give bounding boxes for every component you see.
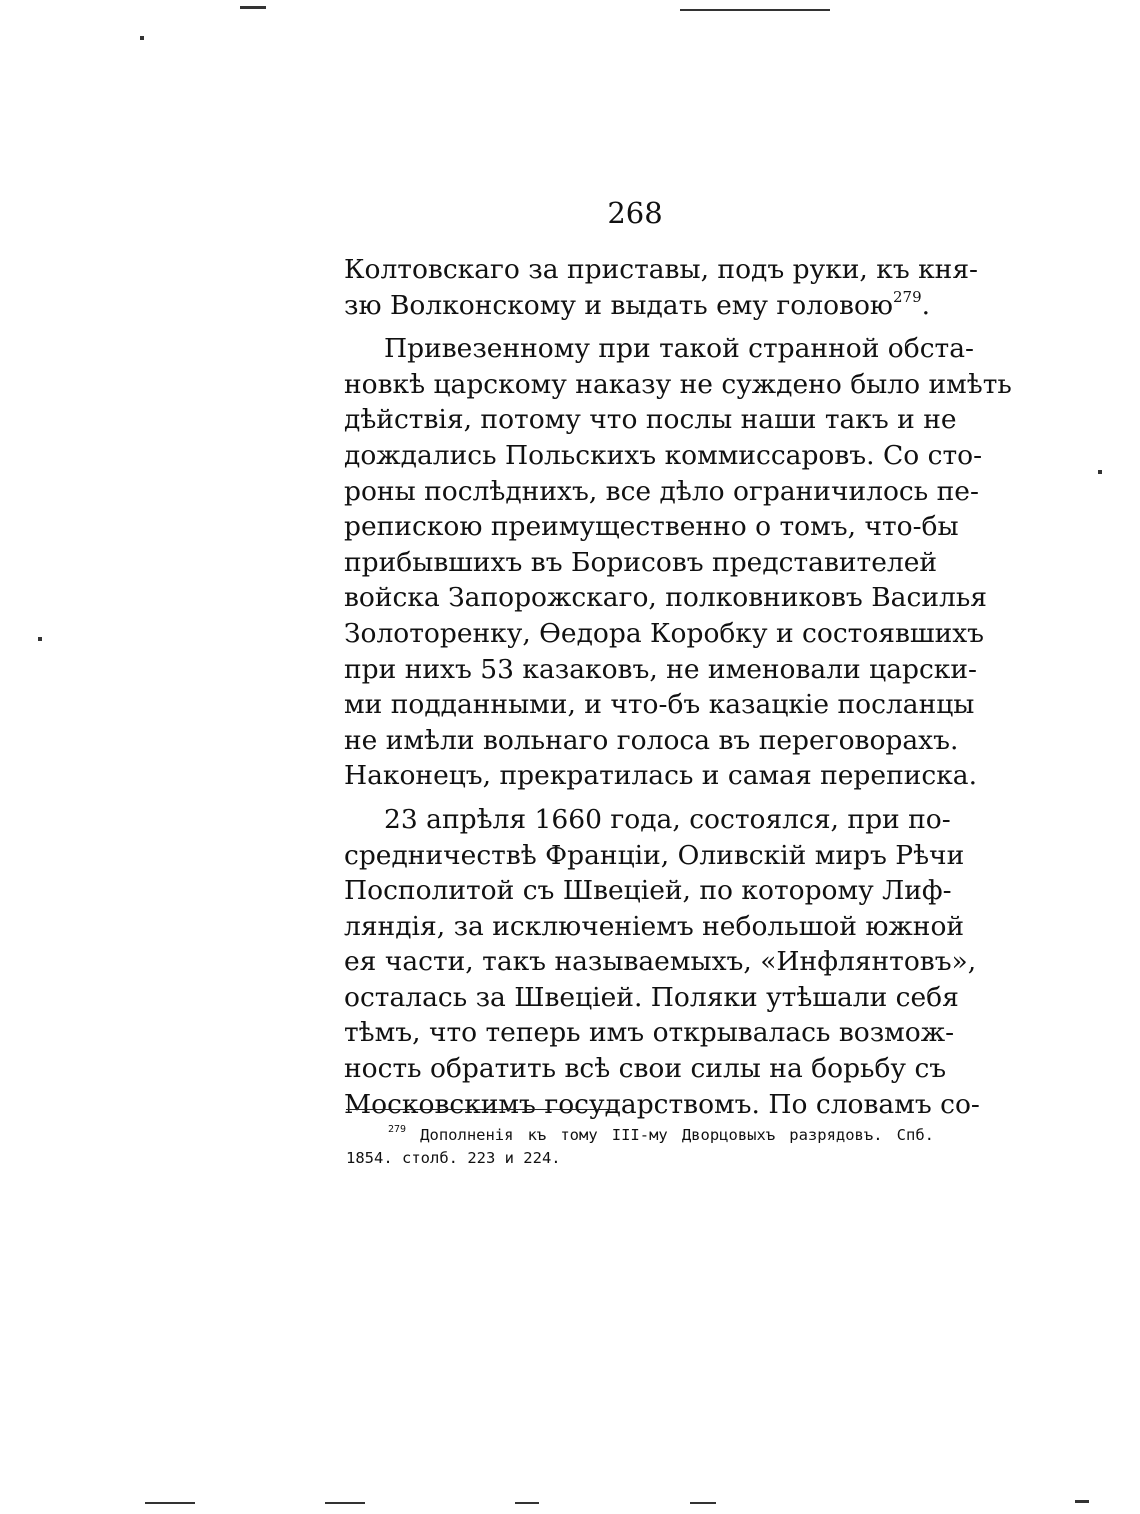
line-text: Посполитой съ Швеціей, по которому Лиф- <box>344 875 952 907</box>
line-text: дѣйствія, потому что послы наши такъ и не <box>344 404 957 436</box>
body-text <box>344 252 1012 1122</box>
text-line <box>344 873 952 909</box>
line-text: осталась за Швеціей. Поляки утѣшали себя <box>344 981 959 1013</box>
text-line <box>344 909 965 945</box>
text-line <box>344 758 978 794</box>
text-line <box>344 687 975 723</box>
scan-mark <box>680 9 830 11</box>
text-line <box>344 1051 947 1087</box>
scan-mark <box>1098 470 1102 474</box>
line-text: новкѣ царскому наказу не суждено было имѣть <box>344 368 1012 400</box>
text-line <box>344 331 974 367</box>
scan-mark <box>1075 1500 1089 1503</box>
text-line <box>344 616 985 652</box>
text-line <box>344 402 957 438</box>
line-text: войска Запорожскаго, полковниковъ Василья <box>344 582 987 614</box>
text-line <box>344 980 959 1016</box>
line-text: ми подданными, и что-бъ казацкіе посланцы <box>344 689 975 721</box>
line-text: средничествѣ Франціи, Оливскій миръ Рѣчи <box>344 839 965 871</box>
line-text: репискою преимущественно о томъ, что-бы <box>344 511 959 543</box>
scan-mark <box>690 1502 716 1504</box>
text-line <box>344 723 959 759</box>
line-text: Золоторенку, Ѳедора Коробку и состоявшихъ <box>344 617 985 649</box>
line-punctuation: . <box>921 289 931 321</box>
line-text: при нихъ 53 казаковъ, не именовали царски- <box>344 653 977 685</box>
scan-mark <box>38 637 42 641</box>
paragraph-gap <box>344 794 932 802</box>
scan-mark <box>240 6 266 9</box>
text-line <box>344 288 932 324</box>
footnote-text-1: Дополненія къ тому III-му Дворцовыхъ разрядовъ. Спб. <box>420 1126 934 1144</box>
line-text: дождались Польскихъ коммиссаровъ. Со сто- <box>344 439 983 471</box>
text-line <box>344 1087 980 1123</box>
line-text: ность обратить всѣ свои силы на борьбу съ <box>344 1053 947 1085</box>
text-line <box>344 509 959 545</box>
line-text: Наконецъ, прекратилась и самая переписка. <box>344 760 978 792</box>
line-text: не имѣли вольнаго голоса въ переговорахъ. <box>344 724 959 756</box>
footnote <box>346 1124 934 1170</box>
line-text: прибывшихъ въ Борисовъ представителей <box>344 546 938 578</box>
text-line <box>344 652 977 688</box>
line-text: ея части, такъ называемыхъ, «Инфлянтовъ», <box>344 946 977 978</box>
text-line <box>344 545 938 581</box>
footnote-line-2: 1854. столб. 223 и 224. <box>346 1149 561 1167</box>
scan-mark <box>515 1502 539 1504</box>
line-text: роны послѣднихъ, все дѣло ограничилось пе- <box>344 475 979 507</box>
line-text: зю Волконскому и выдать ему головою <box>344 289 893 321</box>
scan-mark <box>140 36 144 40</box>
line-text: Колтовскаго за приставы, подъ руки, къ кня- <box>344 254 979 285</box>
text-line <box>344 438 983 474</box>
line-text: тѣмъ, что теперь имъ открывалась возмож- <box>344 1017 955 1049</box>
paragraph-gap <box>344 323 932 331</box>
scan-mark <box>325 1502 365 1504</box>
footnote-line-1 <box>346 1124 934 1147</box>
footnote-divider <box>346 1109 616 1110</box>
text-line <box>344 252 979 288</box>
text-line <box>344 474 979 510</box>
line-text: Привезенному при такой странной обста- <box>384 333 974 365</box>
text-line <box>344 838 965 874</box>
line-text: ляндія, за исключеніемъ небольшой южной <box>344 910 965 942</box>
text-line <box>344 802 951 838</box>
text-line <box>344 1015 955 1051</box>
line-text: 23 апрѣля 1660 года, состоялся, при по- <box>384 803 951 835</box>
text-line <box>344 367 1012 403</box>
text-line <box>344 944 977 980</box>
page-number: 268 <box>607 196 663 230</box>
line-text: Московскимъ государствомъ. По словамъ со- <box>344 1088 980 1120</box>
text-line <box>344 580 987 616</box>
footnote-reference: 279 <box>892 287 922 306</box>
scan-mark <box>145 1502 195 1504</box>
footnote-marker: 279 <box>388 1124 407 1135</box>
